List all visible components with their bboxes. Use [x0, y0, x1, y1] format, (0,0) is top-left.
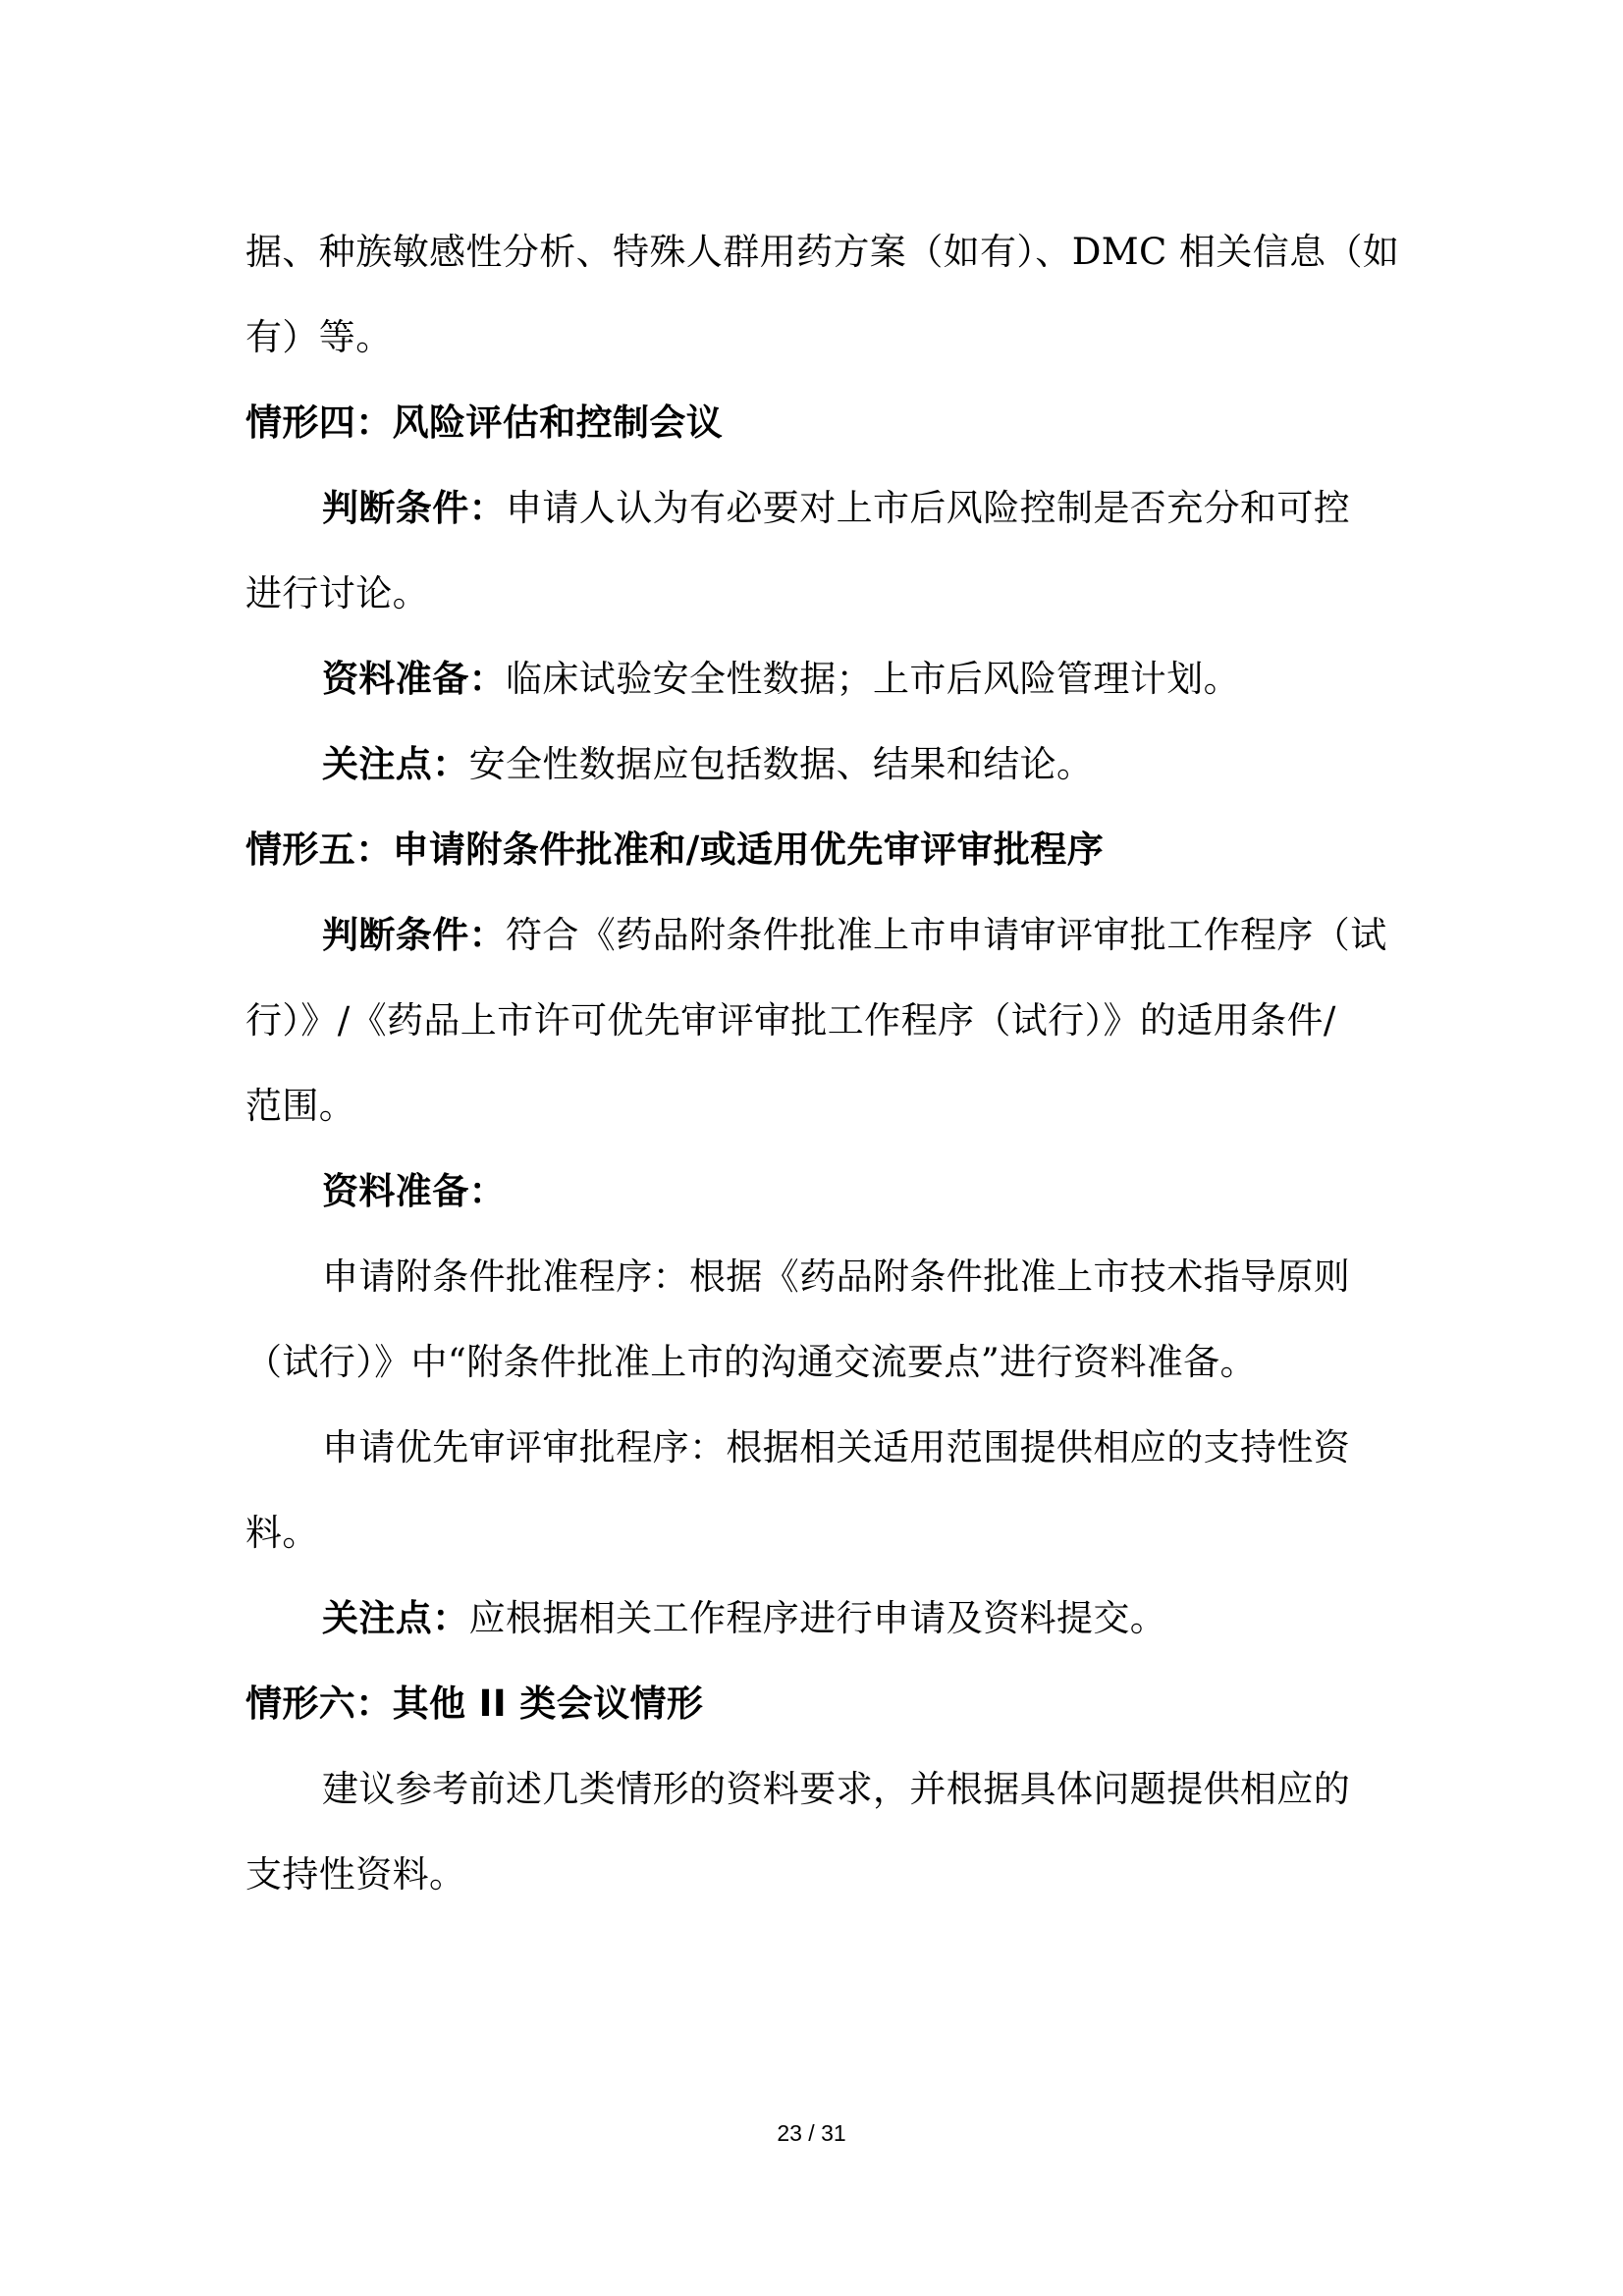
line-text: 料。 [245, 1512, 319, 1554]
heading-text: 情形四：风险评估和控制会议 [245, 401, 724, 444]
section-heading-5 [245, 807, 1384, 892]
line-text: 范围。 [245, 1085, 356, 1127]
body-line [245, 636, 1384, 721]
line-text: 临床试验安全性数据；上市后风险管理计划。 [506, 658, 1240, 700]
line-text: 支持性资料。 [245, 1853, 466, 1896]
line-text: 有）等。 [245, 316, 393, 358]
line-text: 申请优先审评审批程序：根据相关适用范围提供相应的支持性资 [322, 1426, 1351, 1468]
body-line [245, 1832, 1384, 1917]
field-label: 资料准备： [322, 1170, 506, 1212]
body-line [245, 209, 1400, 294]
line-text: 进行讨论。 [245, 572, 429, 614]
body-line [245, 978, 1384, 1063]
body-line [245, 551, 1384, 636]
line-text: 据、种族敏感性分析、特殊人群用药方案（如有）、DMC 相关信息（如 [245, 231, 1400, 273]
line-text: 申请附条件批准程序：根据《药品附条件批准上市技术指导原则 [322, 1255, 1351, 1298]
body-line [245, 1575, 1384, 1661]
line-text: 建议参考前述几类情形的资料要求，并根据具体问题提供相应的 [322, 1768, 1351, 1810]
body-line [245, 1490, 1384, 1575]
line-text: （试行）》中“附条件批准上市的沟通交流要点”进行资料准备。 [245, 1341, 1257, 1383]
field-label: 资料准备： [322, 658, 506, 700]
document-body [245, 209, 1400, 1917]
section-heading-4 [245, 380, 1384, 465]
line-text: 符合《药品附条件批准上市申请审评审批工作程序（试 [506, 914, 1387, 956]
line-text: 行）》/《药品上市许可优先审评审批工作程序（试行）》的适用条件/ [245, 999, 1336, 1041]
body-line [245, 1063, 1384, 1148]
line-text: 安全性数据应包括数据、结果和结论。 [468, 743, 1094, 785]
page-number: 23 / 31 [777, 2120, 846, 2146]
body-line [245, 1319, 1384, 1405]
body-line [245, 1148, 1384, 1234]
body-line [245, 892, 1387, 978]
heading-text: 情形五：申请附条件批准和/或适用优先审评审批程序 [245, 828, 1105, 871]
body-line [245, 1234, 1384, 1319]
body-line [245, 465, 1384, 551]
field-label: 关注点： [322, 1597, 469, 1639]
section-heading-6 [245, 1661, 1384, 1746]
heading-text: 情形六：其他 II 类会议情形 [245, 1682, 704, 1725]
body-line [245, 1746, 1384, 1832]
line-text: 应根据相关工作程序进行申请及资料提交。 [468, 1597, 1167, 1639]
body-line [245, 721, 1384, 807]
field-label: 判断条件： [322, 487, 506, 529]
body-line [245, 294, 1384, 380]
body-line [245, 1405, 1384, 1490]
field-label: 判断条件： [322, 914, 506, 956]
field-label: 关注点： [322, 743, 469, 785]
line-text: 申请人认为有必要对上市后风险控制是否充分和可控 [506, 487, 1351, 529]
